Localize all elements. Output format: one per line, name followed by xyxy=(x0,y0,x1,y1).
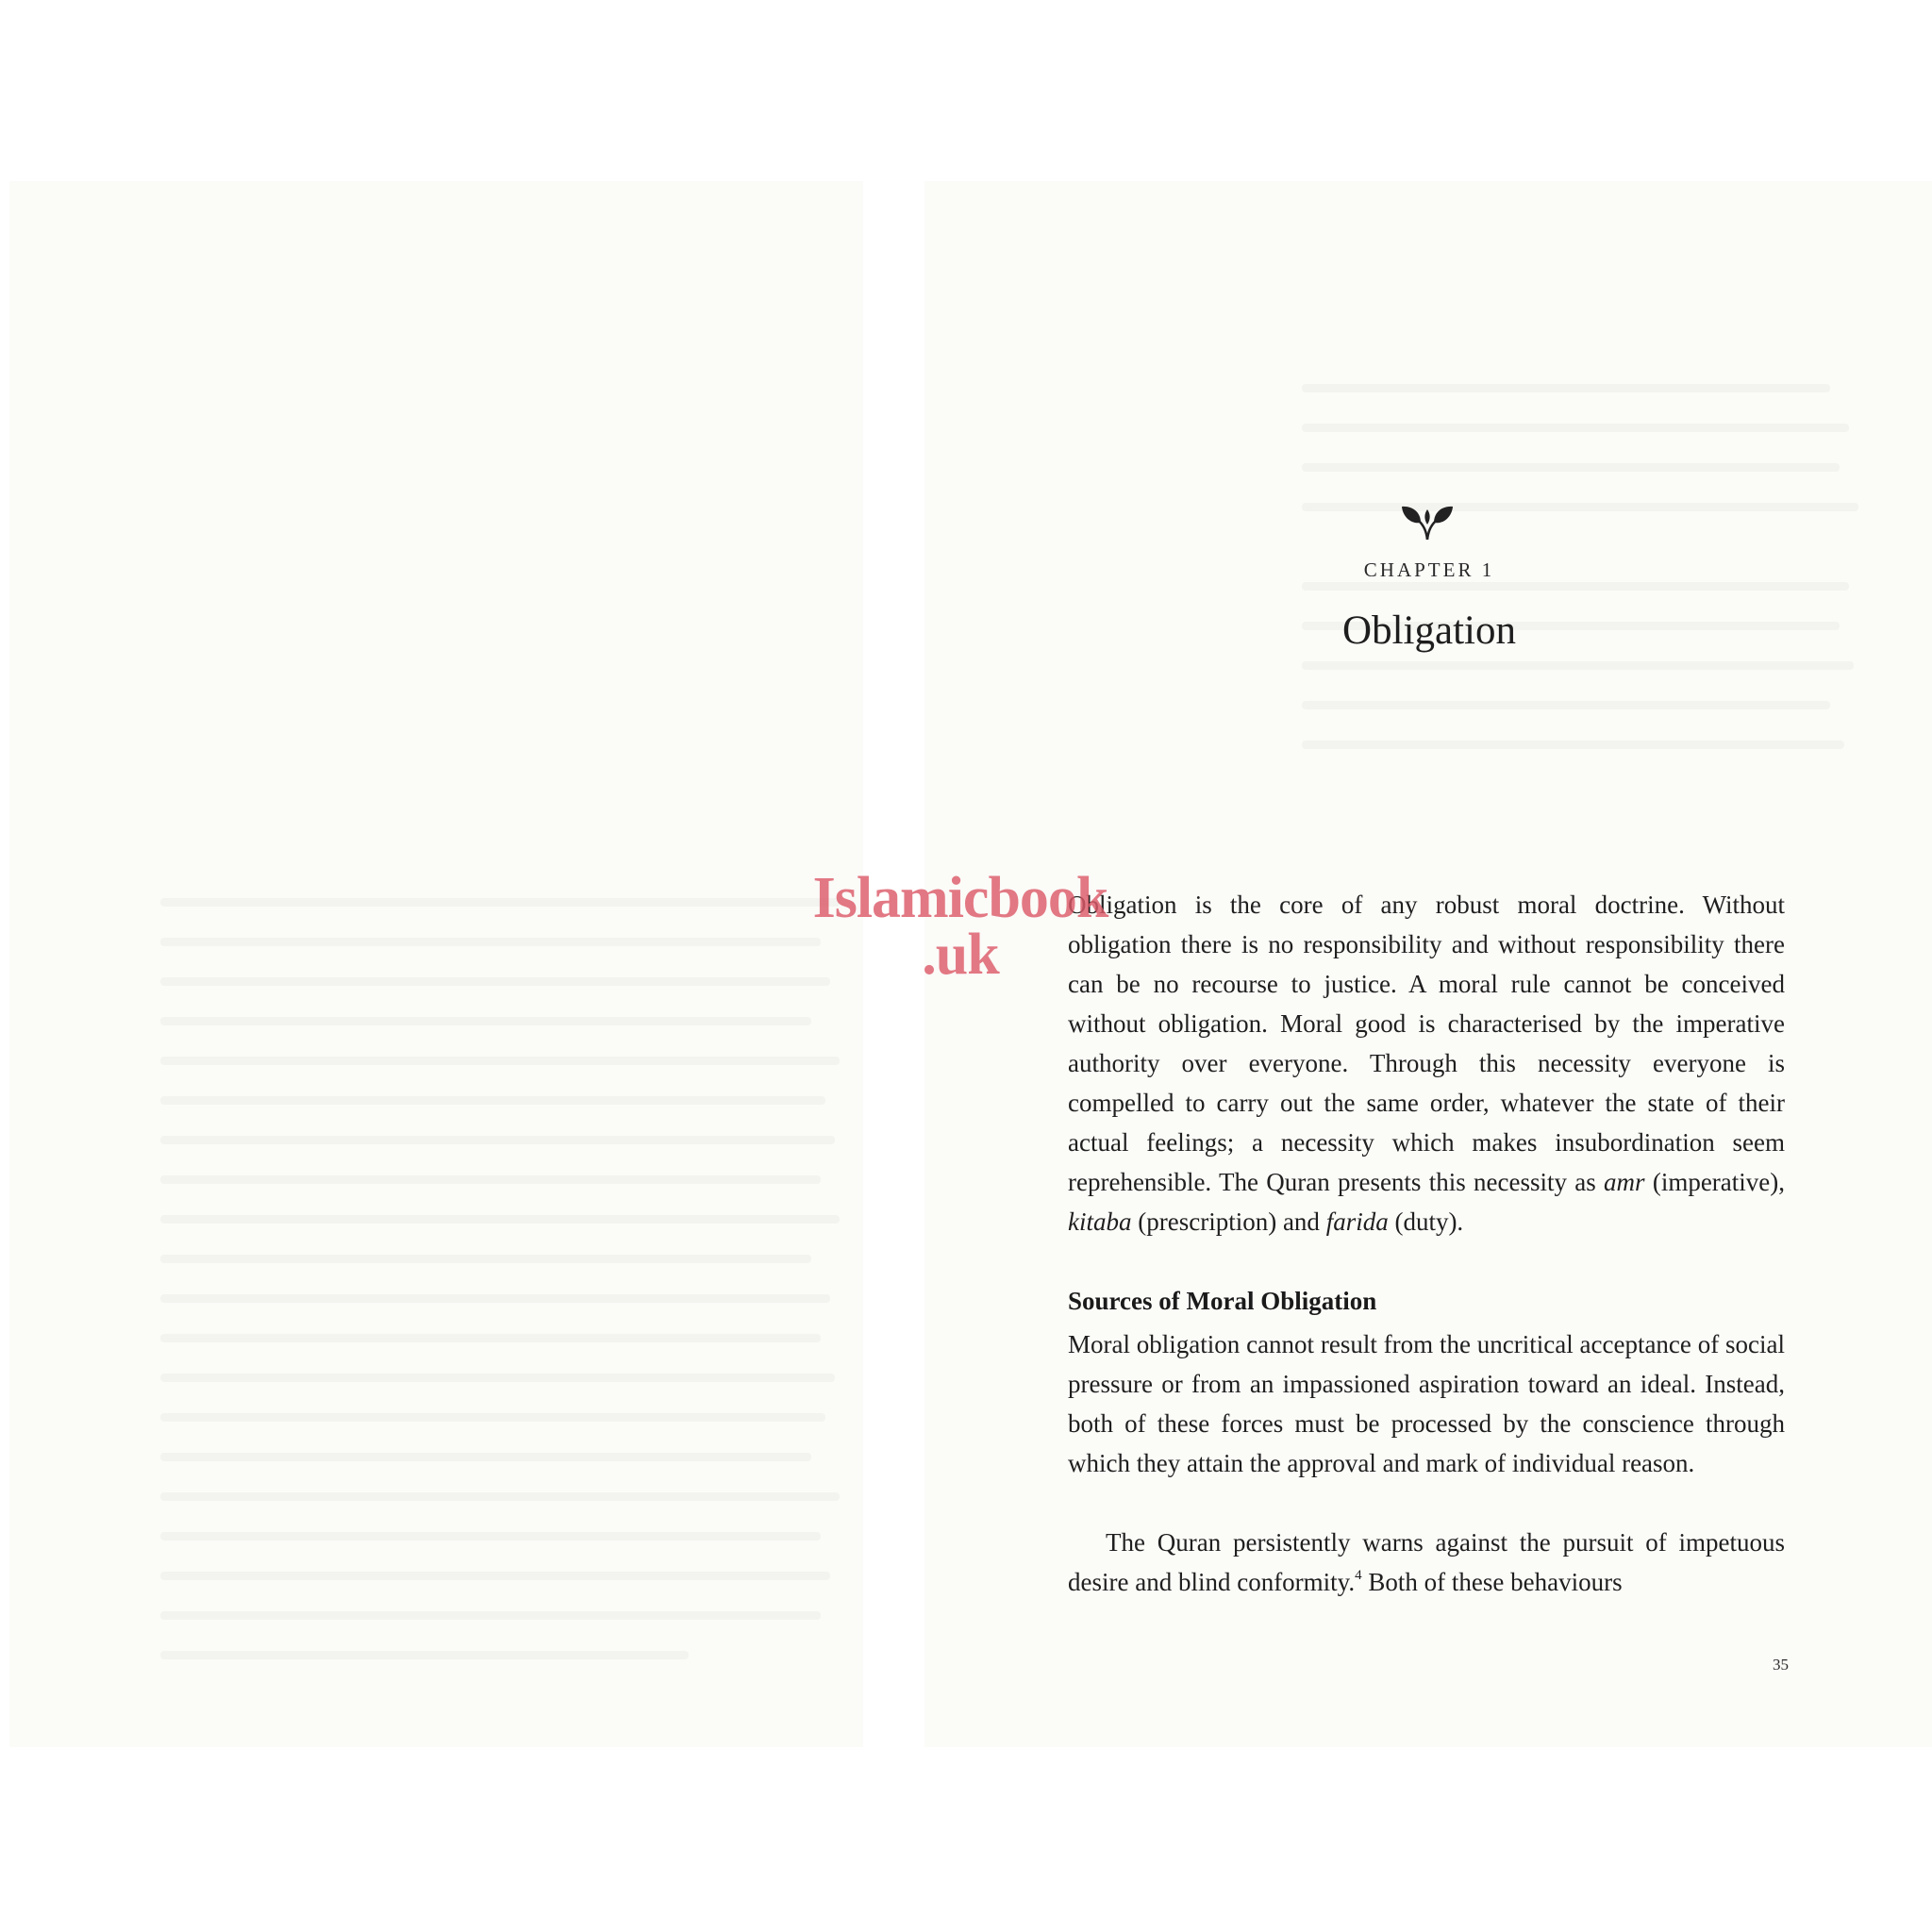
gloss-text: (duty). xyxy=(1388,1208,1464,1236)
footnote-marker[interactable]: 4 xyxy=(1355,1568,1362,1583)
show-through-line xyxy=(1302,384,1830,392)
show-through-line xyxy=(1302,424,1849,432)
show-through-line xyxy=(160,1413,825,1422)
show-through-line xyxy=(160,1017,811,1025)
show-through-line xyxy=(160,1057,840,1065)
show-through-line xyxy=(160,1096,825,1105)
paragraph-text: Moral obligation cannot result from the uncritical acceptance of social pressure or from an impassioned aspiration toward an ideal. Instead, both of these forces must be processed by the conscience through which they attain the approval and mark of individual reason. xyxy=(1068,1330,1785,1477)
show-through-line xyxy=(1302,582,1849,591)
chapter-label: CHAPTER 1 xyxy=(1363,558,1495,581)
show-through-line xyxy=(1302,741,1844,749)
show-through-line xyxy=(160,1572,830,1580)
watermark-logo xyxy=(800,866,1121,987)
paragraph-obligation xyxy=(1068,885,1785,1241)
show-through-line xyxy=(1302,701,1830,709)
paragraph-quran-warns xyxy=(1068,1523,1785,1602)
section-heading: Sources of Moral Obligation xyxy=(1068,1287,1377,1315)
show-through-line xyxy=(160,1453,811,1461)
term-farida: farida xyxy=(1325,1208,1389,1236)
paragraph-continuation: Both of these behaviours xyxy=(1361,1568,1623,1596)
paragraph-text: Obligation is the core of any robust moral doctrine. Without obligation there is no responsibility and without responsibility there can be no recourse to justice. A moral rule cannot be conceived without obligation. Moral good is characterised by the imperative authority over everyone. Through this necessity everyone is compelled to carry out the same order, whatever the state of their actual feelings; a necessity which makes insubordination seem reprehensible. The Quran presents this necessity as xyxy=(1068,891,1785,1196)
show-through-line xyxy=(160,1175,821,1184)
show-through-line xyxy=(160,1294,830,1303)
leaf-ornament-icon xyxy=(1400,504,1455,541)
paragraph-sources xyxy=(1068,1324,1785,1483)
term-kitaba: kitaba xyxy=(1068,1208,1132,1236)
left-page xyxy=(9,181,863,1747)
show-through-line xyxy=(160,938,821,946)
show-through-line xyxy=(1302,463,1840,472)
show-through-line xyxy=(160,1374,835,1382)
show-through-line xyxy=(160,977,830,986)
watermark-line: Islamicbook xyxy=(812,866,1108,930)
show-through-line xyxy=(160,1136,835,1144)
show-through-line xyxy=(160,1215,840,1224)
show-through-line xyxy=(1302,661,1854,670)
page-number: 35 xyxy=(1773,1656,1789,1674)
paragraph-text: The Quran persistently warns against the pursuit of impetuous desire and blind conformity. xyxy=(1068,1528,1785,1596)
show-through-line xyxy=(160,1611,821,1620)
show-through-line xyxy=(160,1255,811,1263)
show-through-line xyxy=(1302,503,1858,511)
gloss-text: (imperative), xyxy=(1644,1168,1786,1196)
watermark-line: .uk xyxy=(922,923,999,987)
show-through-line xyxy=(160,898,840,907)
show-through-line xyxy=(160,1651,689,1659)
show-through-line xyxy=(160,1532,821,1541)
show-through-line xyxy=(160,1334,821,1342)
show-through-line xyxy=(160,1492,840,1501)
gloss-text: (prescription) and xyxy=(1131,1208,1326,1236)
chapter-title: Obligation xyxy=(1342,608,1516,653)
term-amr: amr xyxy=(1604,1168,1645,1196)
